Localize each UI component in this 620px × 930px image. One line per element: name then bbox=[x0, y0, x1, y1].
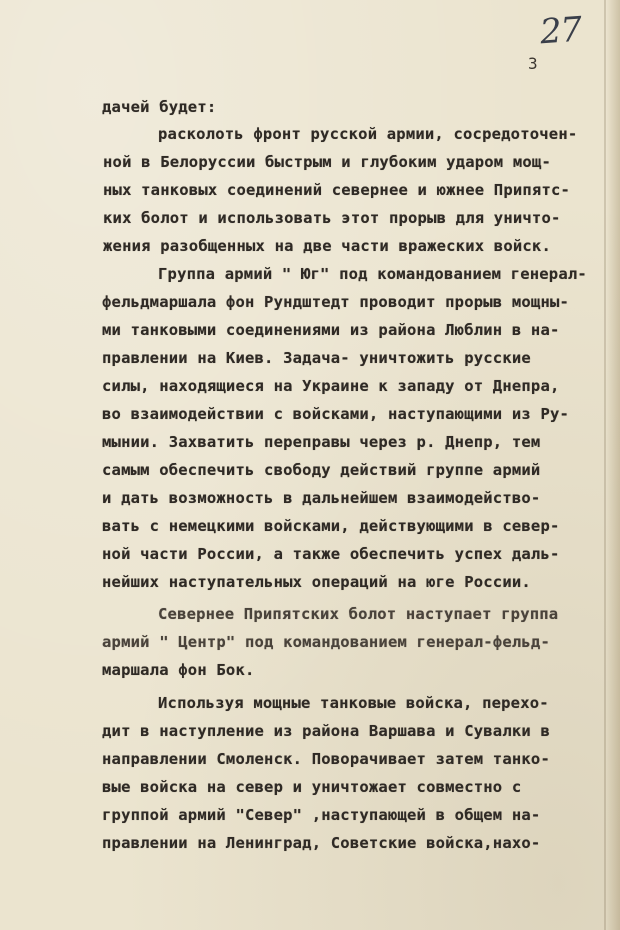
text-line: и дать возможность в дальнейшем взаимодейство- bbox=[102, 489, 541, 507]
text-line: направлении Смоленск. Поворачивает затем танко- bbox=[102, 750, 550, 768]
text-line: маршала фон Бок. bbox=[102, 661, 255, 679]
text-line: вые войска на север и уничтожает совместно с bbox=[102, 778, 522, 796]
text-line: вать с немецкими войсками, действующими в север- bbox=[102, 517, 560, 535]
text-line: силы, находящиеся на Украине к западу от Днепра, bbox=[102, 377, 560, 395]
text-line: ной в Белоруссии быстрым и глубоким ударом мощ- bbox=[103, 153, 551, 171]
text-line: расколоть фронт русской армии, сосредоточен- bbox=[158, 125, 578, 143]
page-edge-shadow bbox=[606, 0, 620, 930]
text-line: ких болот и использовать этот прорыв для уничто- bbox=[103, 209, 561, 227]
text-line: жения разобщенных на две части вражеских войск. bbox=[103, 237, 551, 255]
text-line: ных танковых соединений севернее и южнее Припятс- bbox=[103, 181, 571, 199]
text-line: ми танковыми соединениями из района Люблин в на- bbox=[102, 321, 560, 339]
text-line: группой армий "Север" ,наступающей в общем на- bbox=[102, 806, 541, 824]
text-line: Севернее Припятских болот наступает группа bbox=[158, 605, 559, 623]
text-line: армий " Центр" под командованием генерал-фельд- bbox=[102, 633, 550, 651]
text-line: фельдмаршала фон Рундштедт проводит прорыв мощны- bbox=[102, 293, 570, 311]
text-line: во взаимодействии с войсками, наступающими из Ру- bbox=[102, 405, 570, 423]
text-line: правлении на Ленинград, Советские войска,нахо- bbox=[102, 834, 541, 852]
text-line: Группа армий " Юг" под командованием генерал- bbox=[158, 265, 587, 283]
text-line: Используя мощные танковые войска, перехо- bbox=[158, 694, 549, 712]
text-line: ной части России, а также обеспечить успех даль- bbox=[102, 545, 560, 563]
text-line: самым обеспечить свободу действий группе армий bbox=[102, 461, 541, 479]
handwritten-folio-number: 27 bbox=[538, 9, 583, 53]
text-line: нейших наступательных операций на юге России. bbox=[102, 573, 531, 591]
text-line: правлении на Киев. Задача- уничтожить русские bbox=[102, 349, 531, 367]
text-line: дит в наступление из района Варшава и Сувалки в bbox=[102, 722, 550, 740]
text-line: дачей будет: bbox=[102, 98, 217, 116]
page-number: 3 bbox=[528, 54, 538, 73]
page-fold-line bbox=[604, 0, 606, 930]
text-line: мынии. Захватить переправы через р. Днепр, тем bbox=[102, 433, 541, 451]
